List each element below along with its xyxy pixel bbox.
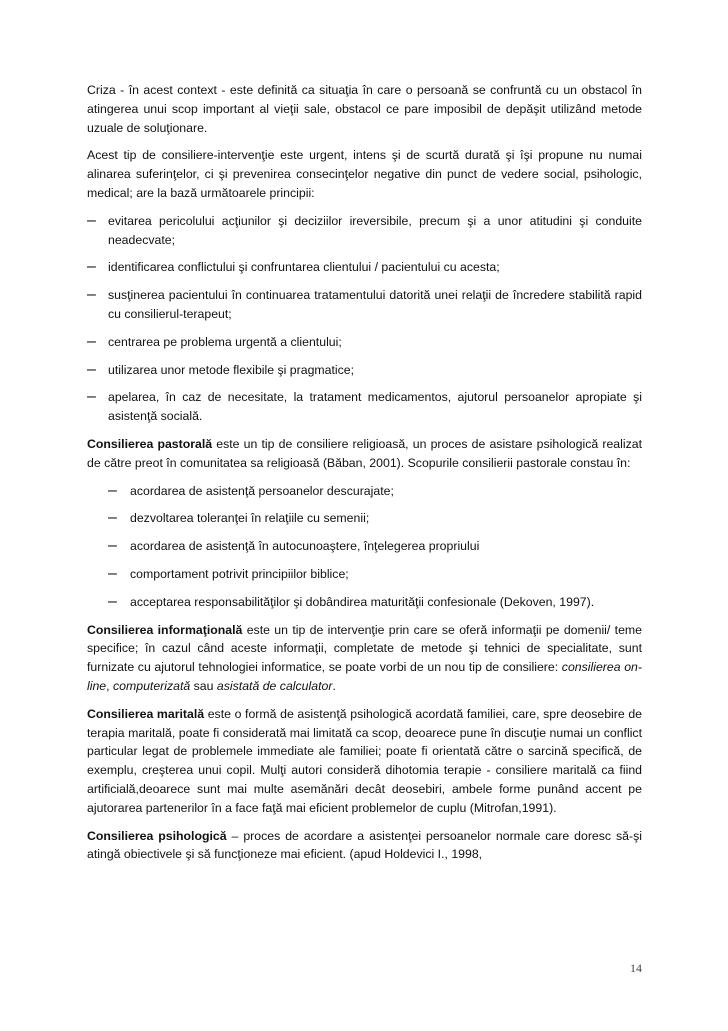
paragraph-criza: Criza - în acest context - este definită ca situaţia în care o persoană se confruntă cu un obstacol în atingerea unui scop important al vieţii sale, obstacol ce pare imposibil de depăşit utilizând metode uzuale de soluţionare. <box>87 83 642 135</box>
term-psihologica: Consilierea psihologică <box>87 828 227 843</box>
dash-bullet: – <box>108 537 117 555</box>
term-online: consilierea on-line <box>87 660 642 693</box>
list-item <box>87 537 642 556</box>
dash-bullet: – <box>108 564 117 582</box>
dash-bullet: – <box>87 388 96 406</box>
maritala-text: este o formă de asistenţă psihologică acordată familiei, care, spre deosebire de terapia maritală, poate fi considerată mai limitată ca scop, deoarece pune în discuţie numai un conflict particular legat de problemele immediate ale familiei; poate fi orientată către o sarcină specifică, de exemplu, creşterea unui copil. Mulţi autori consideră dihotomia terapie - consiliere maritală ca fiind artificială,deoarece sunt mai multe asemănări decât deosebiri, ambele forme punând accent pe ajutorarea partenerilor în a face faţă mai eficient problemelor de cuplu (Mitrofan,1991). <box>87 706 643 815</box>
pastorala-text: este un tip de consiliere religioasă, un proces de asistare psihologică realizat de către preot în comunitatea sa religioasă (Băban, 2001). Scopurile consilierii pastorale constau în: <box>87 436 642 470</box>
dash-bullet: – <box>108 509 117 527</box>
list-item-text: dezvoltarea toleranţei în relaţiile cu semenii; <box>130 511 370 526</box>
list-item-text: acordarea de asistenţă în autocunoaştere, înţelegerea propriului <box>130 539 480 554</box>
term-computerizata: computerizată <box>113 678 191 693</box>
paragraph-pastorala <box>87 435 642 473</box>
dash-bullet: – <box>87 332 96 350</box>
dash-bullet: – <box>87 211 96 229</box>
dash-bullet: – <box>87 258 96 276</box>
list-item <box>87 333 642 352</box>
pastorala-goals-list <box>87 482 642 612</box>
term-asistata: asistată de calculator <box>216 678 333 693</box>
term-informationala: Consilierea informaţională <box>87 622 243 637</box>
list-item-text: susţinerea pacientului în continuarea tratamentului datorită unei relaţii de încredere stabilită rapid cu consilierul-terapeut; <box>108 288 642 321</box>
dash-bullet: – <box>87 360 96 378</box>
document-page <box>87 81 642 873</box>
list-item-text: utilizarea unor metode flexibile şi pragmatice; <box>108 362 355 377</box>
dash-bullet: – <box>108 592 117 610</box>
list-item-text: centrarea pe problema urgentă a clientului; <box>108 334 342 349</box>
term-pastorala: Consilierea pastorală <box>87 436 213 451</box>
list-item-text: comportament potrivit principiilor biblice; <box>130 566 349 581</box>
list-item-text: acceptarea responsabilităţilor şi dobândirea maturităţii confesionale (Dekoven, 1997). <box>130 594 595 609</box>
psihologica-text: – proces de acordare a asistenţei persoanelor normale care doresc să-şi atingă obiectivele şi să funcţioneze mai eficient. (apud Holdevici I., 1998, <box>87 828 642 862</box>
list-item-text: evitarea pericolului acţiunilor şi deciziilor ireversibile, precum şi a unor atitudini şi conduite neadecvate; <box>108 213 642 247</box>
principles-list <box>87 212 642 426</box>
page-number: 14 <box>630 961 642 975</box>
separator: sau <box>190 678 217 693</box>
list-item-text: acordarea de asistenţă persoanelor descurajate; <box>130 483 394 498</box>
list-item <box>87 565 642 584</box>
paragraph-maritala <box>87 705 642 818</box>
informationala-text: este un tip de intervenţie prin care se oferă informaţii pe domenii/ teme specifice; în cazul când aceste informaţii, completate de metode şi tehnici de specialitate, sunt furnizate cu ajutorul tehnologiei informatice, se poate vorbi de un nou tip de consiliere: <box>87 622 643 675</box>
list-item <box>87 286 642 324</box>
list-item <box>87 212 642 250</box>
paragraph-informationala <box>87 621 642 696</box>
list-item-text: identificarea conflictului şi confruntarea clientului / pacientului cu acesta; <box>108 260 500 275</box>
paragraph-psihologica <box>87 827 642 865</box>
dash-bullet: – <box>87 286 96 304</box>
list-item <box>87 258 642 277</box>
list-item <box>87 388 642 426</box>
list-item <box>87 361 642 380</box>
list-item <box>87 593 642 612</box>
list-item <box>87 482 642 501</box>
list-item <box>87 509 642 528</box>
dash-bullet: – <box>108 481 117 499</box>
period: . <box>332 678 336 693</box>
term-maritala: Consilierea maritală <box>87 706 205 721</box>
list-item-text: apelarea, în caz de necesitate, la tratament medicamentos, ajutorul persoanelor apropiate şi asistenţă socială. <box>108 390 642 424</box>
paragraph-interventie: Acest tip de consiliere-intervenţie este urgent, intens şi de scurtă durată şi îşi propune nu numai alinarea suferinţelor, ci şi prevenirea consecinţelor negative din punct de vedere social, psihologic, medical; are la bază următoarele principii: <box>87 148 642 200</box>
separator: , <box>106 678 113 693</box>
